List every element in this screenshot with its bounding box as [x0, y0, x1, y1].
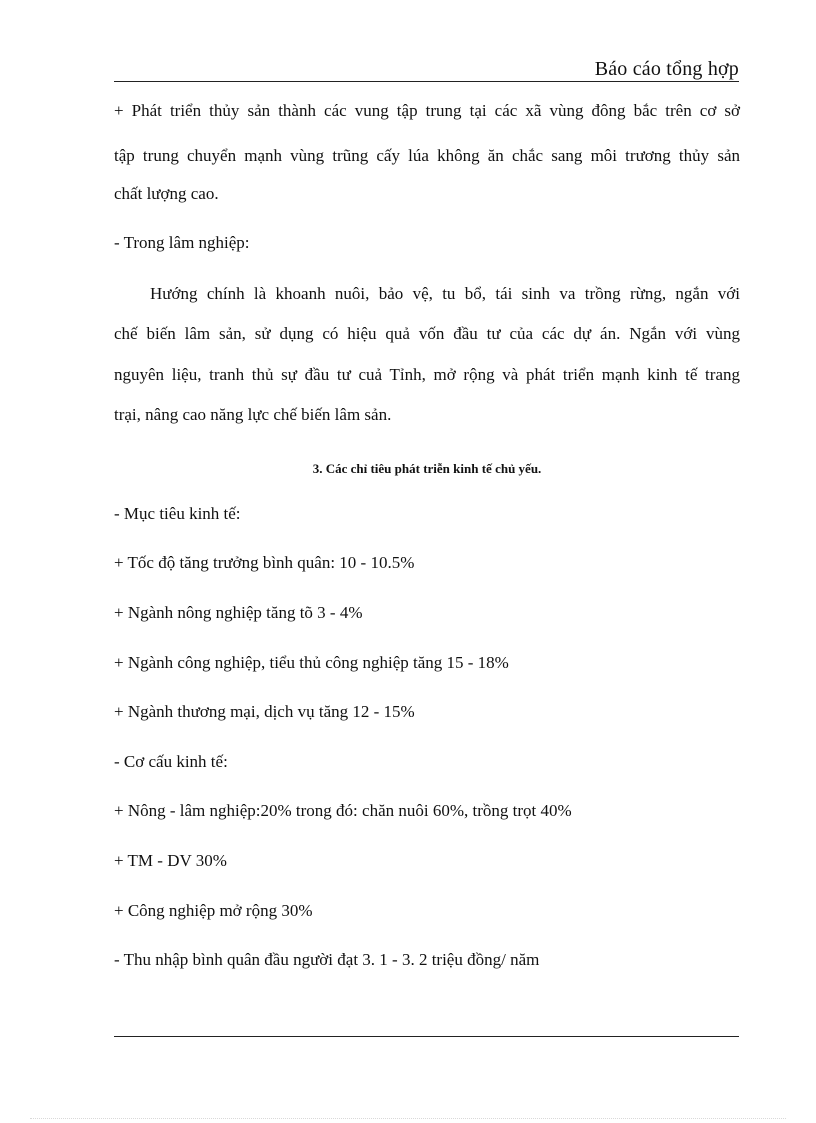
paragraph-line: trại, nâng cao năng lực chế biến lâm sản.	[114, 405, 392, 424]
list-item: - Thu nhập bình quân đầu người đạt 3. 1 - 3. 2 triệu đồng/ năm	[114, 950, 540, 969]
list-item: + Công nghiệp mở rộng 30%	[114, 901, 313, 920]
paragraph-line: Hướng chính là khoanh nuôi, bảo vệ, tu bổ, tái sinh va trồng rừng, ngắn với	[150, 284, 740, 303]
list-item: + Ngành công nghiệp, tiểu thủ công nghiệp tăng 15 - 18%	[114, 653, 509, 672]
header-divider	[114, 81, 739, 82]
list-item: + Ngành nông nghiệp tăng tõ 3 - 4%	[114, 603, 363, 622]
section-label-forestry: - Trong lâm nghiệp:	[114, 233, 250, 252]
footer-divider	[114, 1036, 739, 1037]
paragraph-line: nguyên liệu, tranh thủ sự đầu tư cuả Tỉnh, mở rộng và phát triển mạnh kinh tế trang	[114, 365, 740, 384]
paragraph-line: chất lượng cao.	[114, 184, 219, 203]
section-heading: 3. Các chỉ tiêu phát triễn kinh tế chủ yếu.	[312, 461, 542, 476]
paragraph-line: tập trung chuyển mạnh vùng trũng cấy lúa không ăn chắc sang môi trương thủy sản	[114, 146, 740, 165]
list-item: - Cơ cấu kinh tế:	[114, 752, 228, 771]
paragraph-line: + Phát triển thủy sản thành các vung tập trung tại các xã vùng đông bắc trên cơ sở	[114, 101, 740, 120]
list-item: + Nông - lâm nghiệp:20% trong đó: chăn nuôi 60%, trồng trọt 40%	[114, 801, 572, 820]
list-item: + Tốc độ tăng trưởng bình quân: 10 - 10.5%	[114, 553, 415, 572]
list-item: + Ngành thương mại, dịch vụ tăng 12 - 15%	[114, 702, 415, 721]
list-item: + TM - DV 30%	[114, 851, 227, 870]
page-header-title: Báo cáo tổng hợp	[594, 58, 739, 80]
paragraph-line: chế biến lâm sản, sử dụng có hiệu quả vốn đầu tư của các dự án. Ngắn với vùng	[114, 324, 740, 343]
page-edge-dots	[30, 1118, 786, 1119]
list-item: - Mục tiêu kinh tế:	[114, 504, 241, 523]
